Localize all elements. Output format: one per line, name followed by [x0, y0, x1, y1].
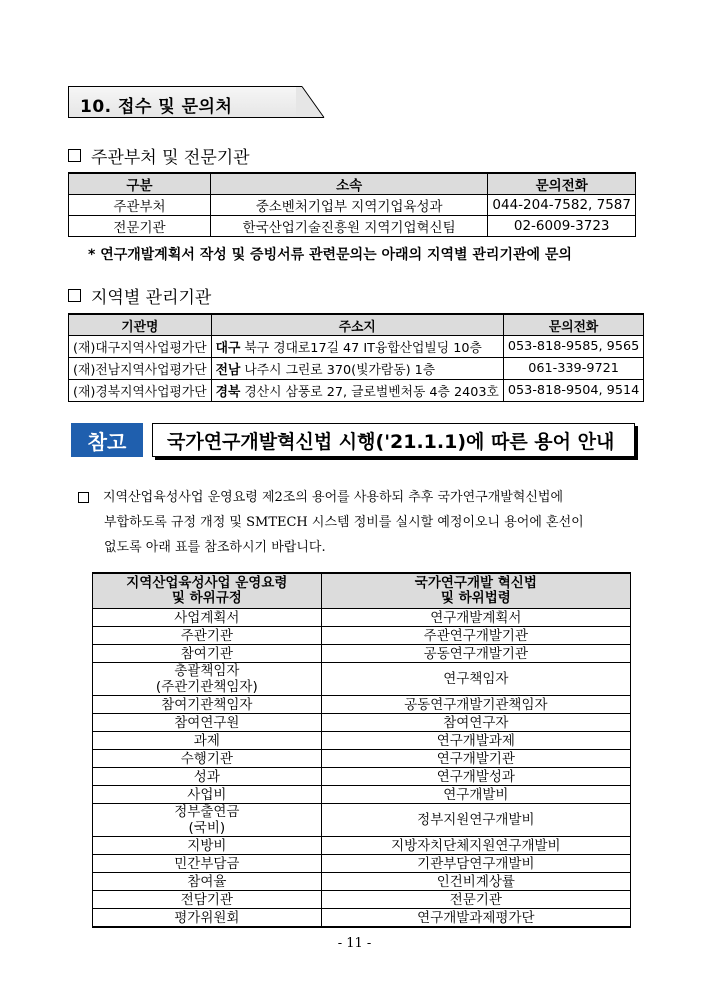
paragraph-line-1-text: 지역산업육성사업 운영요령 제2조의 용어를 사용하되 추후 국가연구개발혁신법에	[103, 490, 564, 505]
cell-category: 전문기관	[69, 216, 211, 237]
cell-address-text: 경산시 삼풍로 27, 글로벌벤처동 4층 2403호	[244, 385, 499, 400]
page-number: - 11 -	[337, 936, 372, 951]
cell-regional-term: 사업계획서	[93, 609, 322, 627]
reference-title: 국가연구개발혁신법 시행('21.1.1)에 따른 용어 안내	[152, 423, 635, 457]
table-row	[93, 891, 631, 909]
cell-regional-term: 정부출연금 (국비)	[93, 804, 322, 837]
header-affiliation: 소속	[210, 173, 488, 195]
cell-national-term: 연구개발계획서	[321, 609, 630, 627]
subheading-regional	[68, 283, 211, 308]
table-row	[69, 380, 644, 402]
square-bullet-icon	[78, 492, 89, 503]
cell-regional-term: 주관기관	[93, 627, 322, 645]
table-row	[69, 216, 636, 237]
cell-national-term: 주관연구개발기관	[321, 627, 630, 645]
table-row	[93, 873, 631, 891]
cell-regional-term: 참여기관책임자	[93, 696, 322, 714]
table-row	[93, 909, 631, 928]
cell-address	[211, 380, 503, 402]
table-row	[93, 732, 631, 750]
cell-national-term: 인건비계상률	[321, 873, 630, 891]
cell-regional-term: 평가위원회	[93, 909, 322, 928]
header-right-line2: 및 하위법령	[440, 590, 511, 606]
contact-table-header	[69, 173, 636, 195]
cell-region: 경북	[215, 385, 241, 400]
reference-tag: 참고	[71, 423, 143, 457]
terminology-table-body	[93, 609, 631, 928]
square-bullet-icon	[68, 149, 81, 162]
cell-phone: 053-818-9585, 9565	[503, 336, 643, 358]
cell-address	[211, 336, 503, 358]
cell-national-term: 정부지원연구개발비	[321, 804, 630, 837]
table-row	[93, 663, 631, 696]
cell-phone: 044-204-7582, 7587	[488, 195, 636, 216]
cell-affiliation: 중소벤처기업부 지역기업육성과	[210, 195, 488, 216]
subheading-ministry-text: 주관부처 및 전문기관	[91, 148, 250, 168]
header-phone: 문의전화	[488, 173, 636, 195]
paragraph-line-1	[78, 485, 658, 510]
cell-national-term: 연구개발과제평가단	[321, 909, 630, 928]
cell-regional-term: 참여기관	[93, 645, 322, 663]
table-row	[93, 786, 631, 804]
table-row	[93, 696, 631, 714]
cell-address-text: 북구 경대로17길 47 IT융합산업빌딩 10층	[244, 341, 482, 356]
table-row	[93, 768, 631, 786]
section-title: 10. 접수 및 문의처	[80, 97, 233, 117]
table-row	[93, 714, 631, 732]
table-row	[69, 358, 644, 380]
regional-agency-table	[68, 313, 644, 402]
cell-regional-term: 수행기관	[93, 750, 322, 768]
cell-national-term: 연구책임자	[321, 663, 630, 696]
header-org: 기관명	[69, 314, 212, 336]
cell-regional-term: 과제	[93, 732, 322, 750]
cell-address	[211, 358, 503, 380]
cell-address-text: 나주시 그린로 370(빛가람동) 1층	[244, 363, 436, 378]
cell-phone: 02-6009-3723	[488, 216, 636, 237]
cell-national-term: 연구개발과제	[321, 732, 630, 750]
cell-org: (재)전남지역사업평가단	[69, 358, 212, 380]
table-row	[93, 609, 631, 627]
cell-national-term: 공동연구개발기관책임자	[321, 696, 630, 714]
table-row	[93, 750, 631, 768]
table-row	[69, 195, 636, 216]
cell-regional-term: 참여연구원	[93, 714, 322, 732]
table-row	[93, 627, 631, 645]
subheading-ministry	[68, 143, 250, 168]
cell-category: 주관부처	[69, 195, 211, 216]
header-address: 주소지	[211, 314, 503, 336]
contact-table	[68, 172, 636, 237]
header-right-line1: 국가연구개발 혁신법	[414, 575, 537, 591]
cell-national-term: 전문기관	[321, 891, 630, 909]
table-row	[93, 837, 631, 855]
cell-regional-term: 민간부담금	[93, 855, 322, 873]
header-national-act	[321, 573, 630, 609]
cell-phone: 053-818-9504, 9514	[503, 380, 643, 402]
table-row	[93, 804, 631, 837]
table-row	[69, 336, 644, 358]
paragraph-line-2: 부합하도록 규정 개정 및 SMTECH 시스템 정비를 실시할 예정이오니 용어에 혼선이	[104, 515, 584, 530]
paragraph-line-3: 없도록 아래 표를 참조하시기 바랍니다.	[104, 540, 326, 555]
cell-regional-term: 사업비	[93, 786, 322, 804]
subheading-regional-text: 지역별 관리기관	[91, 288, 212, 308]
cell-national-term: 지방자치단체지원연구개발비	[321, 837, 630, 855]
table-row	[93, 855, 631, 873]
terminology-table-header	[93, 573, 631, 609]
terminology-table	[92, 572, 631, 928]
cell-regional-term: 지방비	[93, 837, 322, 855]
table-row	[93, 645, 631, 663]
cell-national-term: 연구개발비	[321, 786, 630, 804]
cell-national-term: 연구개발기관	[321, 750, 630, 768]
cell-affiliation: 한국산업기술진흥원 지역기업혁신팀	[210, 216, 488, 237]
cell-national-term: 연구개발성과	[321, 768, 630, 786]
cell-region: 전남	[215, 363, 241, 378]
header-regional-regulation	[93, 573, 322, 609]
square-bullet-icon	[68, 289, 81, 302]
cell-org: (재)대구지역사업평가단	[69, 336, 212, 358]
cell-regional-term: 성과	[93, 768, 322, 786]
header-category: 구분	[69, 173, 211, 195]
cell-national-term: 기관부담연구개발비	[321, 855, 630, 873]
regional-table-header	[69, 314, 644, 336]
header-phone: 문의전화	[503, 314, 643, 336]
cell-org: (재)경북지역사업평가단	[69, 380, 212, 402]
header-left-line1: 지역산업육성사업 운영요령	[126, 575, 288, 591]
inquiry-note: * 연구개발계획서 작성 및 증빙서류 관련문의는 아래의 지역별 관리기관에 문의	[88, 247, 572, 263]
cell-region: 대구	[215, 341, 241, 356]
cell-regional-term: 총괄책임자 (주관기관책임자)	[93, 663, 322, 696]
section-header-slant	[296, 86, 326, 118]
terminology-paragraph	[78, 485, 658, 560]
cell-phone: 061-339-9721	[503, 358, 643, 380]
cell-regional-term: 전담기관	[93, 891, 322, 909]
header-left-line2: 및 하위규정	[171, 590, 242, 606]
cell-national-term: 공동연구개발기관	[321, 645, 630, 663]
cell-national-term: 참여연구자	[321, 714, 630, 732]
cell-regional-term: 참여율	[93, 873, 322, 891]
